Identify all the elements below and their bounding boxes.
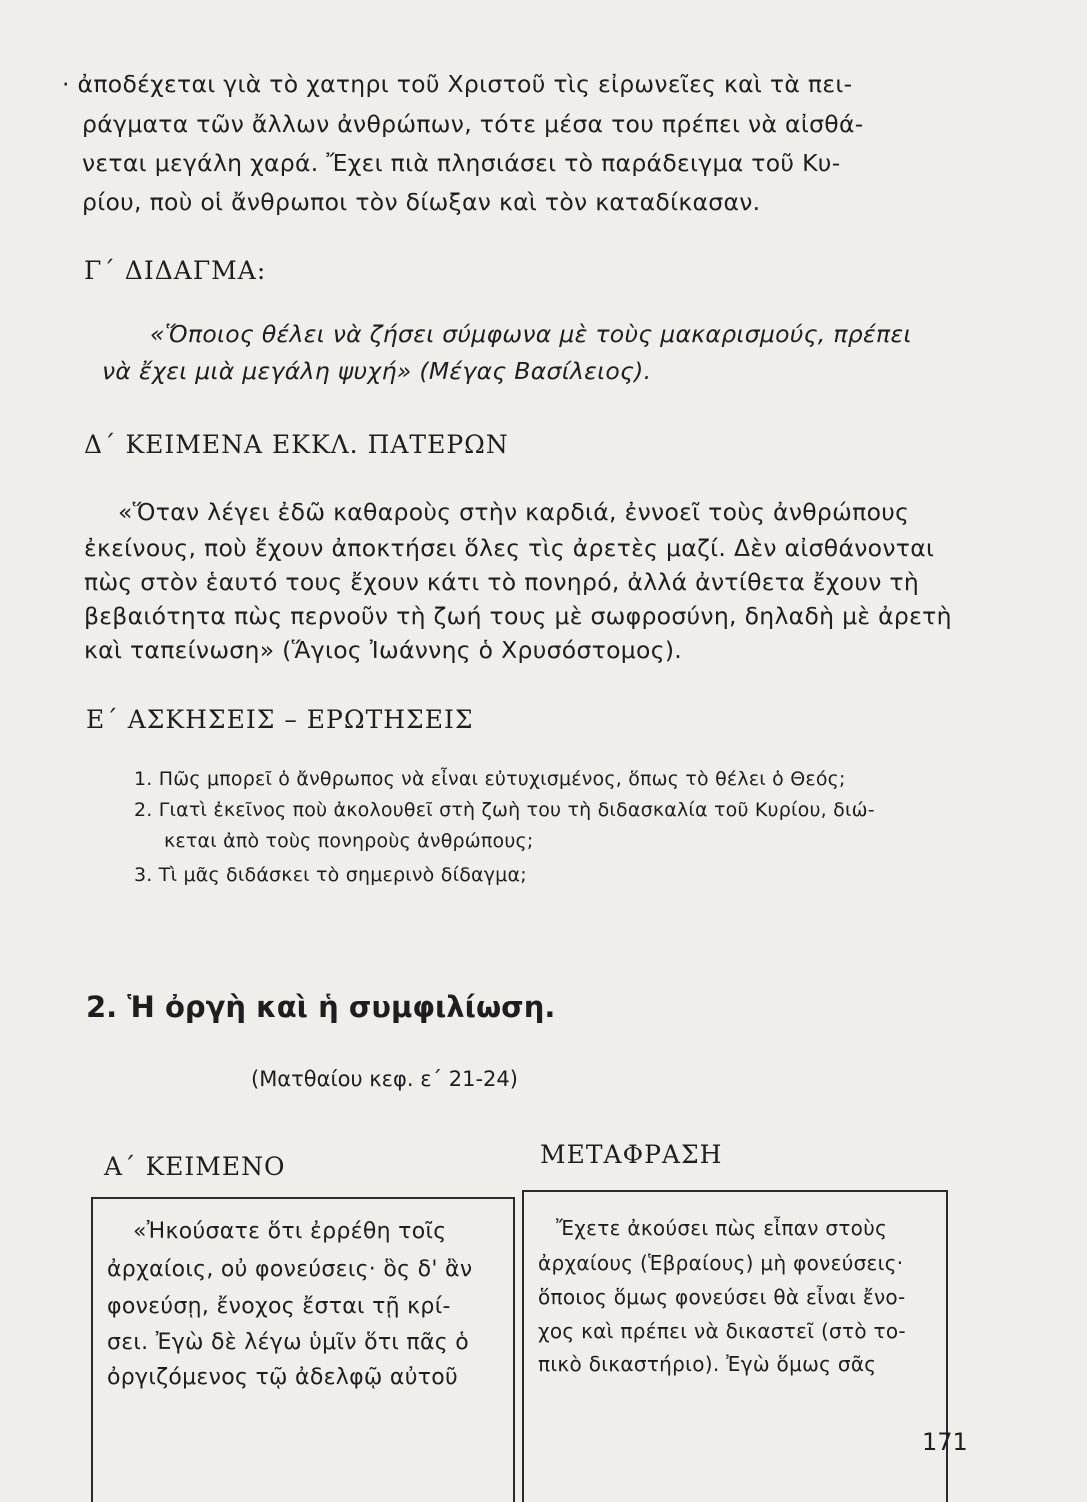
didagma-line: «Ὅποιος θέλει νὰ ζήσει σύμφωνα μὲ τοὺς μακαρισμούς, πρέπει — [150, 320, 912, 348]
question-item: κεται ἀπὸ τοὺς πονηροὺς ἀνθρώπους; — [164, 830, 534, 852]
didagma-heading: Γ΄ ΔΙΔΑΓΜΑ: — [84, 256, 267, 285]
original-text-box — [91, 1197, 515, 1502]
keimena-line: καὶ ταπείνωση» (Ἅγιος Ἰωάννης ὁ Χρυσόστομος). — [84, 636, 683, 664]
original-text-line: «Ἠκούσατε ὅτι ἐρρέθη τοῖς — [133, 1219, 447, 1244]
translation-line: Ἔχετε ἀκούσει πὼς εἶπαν στοὺς — [556, 1216, 888, 1240]
keimena-line: «Ὅταν λέγει ἐδῶ καθαροὺς στὴν καρδιά, ἐννοεῖ τοὺς ἀνθρώπους — [118, 498, 910, 526]
original-text-line: ἀρχαίοις, οὐ φονεύσεις· ὃς δ' ἂν — [107, 1257, 473, 1282]
translation-line: ὅποιος ὅμως φονεύσει θὰ εἶναι ἔνο- — [538, 1285, 906, 1309]
section-title: 2. Ἡ ὀργὴ καὶ ἡ συμφιλίωση. — [86, 990, 556, 1024]
translation-line: ἀρχαίους (Ἑβραίους) μὴ φονεύσεις· — [538, 1251, 904, 1275]
keimena-heading: Δ΄ ΚΕΙΜΕΝΑ ΕΚΚΛ. ΠΑΤΕΡΩΝ — [84, 430, 509, 459]
keimena-line: βεβαιότητα πὼς περνοῦν τὴ ζωή τους μὲ σωφροσύνη, δηλαδὴ μὲ ἀρετὴ — [84, 602, 952, 630]
original-text-line: σει. Ἐγὼ δὲ λέγω ὑμῖν ὅτι πᾶς ὁ — [107, 1330, 470, 1355]
original-text-heading: Α΄ ΚΕΙΜΕΝΟ — [104, 1152, 286, 1181]
intro-line: νεται μεγάλη χαρά. Ἔχει πιὰ πλησιάσει τὸ παράδειγμα τοῦ Κυ- — [82, 149, 841, 177]
original-text-line: φονεύσῃ, ἔνοχος ἔσται τῇ κρί- — [107, 1294, 451, 1319]
translation-line: χος καὶ πρέπει νὰ δικαστεῖ (στὸ το- — [538, 1319, 906, 1343]
question-item: 1. Πῶς μπορεῖ ὁ ἄνθρωπος νὰ εἶναι εὐτυχισμένος, ὅπως τὸ θέλει ὁ Θεός; — [134, 768, 846, 790]
intro-line: ράγματα τῶν ἄλλων ἀνθρώπων, τότε μέσα του πρέπει νὰ αἰσθά- — [82, 110, 864, 138]
original-text-line: ὀργιζόμενος τῷ ἀδελφῷ αὐτοῦ — [107, 1365, 459, 1390]
keimena-line: πὼς στὸν ἑαυτό τους ἔχουν κάτι τὸ πονηρό, ἀλλά ἀντίθετα ἔχουν τὴ — [84, 568, 920, 596]
translation-box — [522, 1190, 948, 1502]
intro-line: ρίου, ποὺ οἱ ἄνθρωποι τὸν δίωξαν καὶ τὸν καταδίκασαν. — [82, 188, 761, 216]
intro-line: · ἀποδέχεται γιὰ τὸ χατηρι τοῦ Χριστοῦ τὶς εἰρωνεῖες καὶ τὰ πει- — [62, 70, 853, 98]
page-number: 171 — [922, 1428, 968, 1456]
translation-heading: ΜΕΤΑΦΡΑΣΗ — [540, 1140, 723, 1169]
askiseis-heading: Ε΄ ΑΣΚΗΣΕΙΣ – ΕΡΩΤΗΣΕΙΣ — [86, 705, 474, 734]
didagma-line: νὰ ἔχει μιὰ μεγάλη ψυχή» (Μέγας Βασίλειος). — [102, 357, 652, 385]
question-item: 3. Τὶ μᾶς διδάσκει τὸ σημερινὸ δίδαγμα; — [134, 864, 527, 886]
scripture-reference: (Ματθαίου κεφ. ε΄ 21-24) — [251, 1067, 518, 1091]
keimena-line: ἐκείνους, ποὺ ἔχουν ἀποκτήσει ὅλες τὶς ἀρετὲς μαζί. Δὲν αἰσθάνονται — [84, 534, 935, 562]
question-item: 2. Γιατὶ ἐκεῖνος ποὺ ἀκολουθεῖ στὴ ζωὴ του τὴ διδασκαλία τοῦ Κυρίου, διώ- — [134, 799, 875, 821]
translation-line: πικὸ δικαστήριο). Ἐγὼ ὅμως σᾶς — [538, 1352, 877, 1376]
